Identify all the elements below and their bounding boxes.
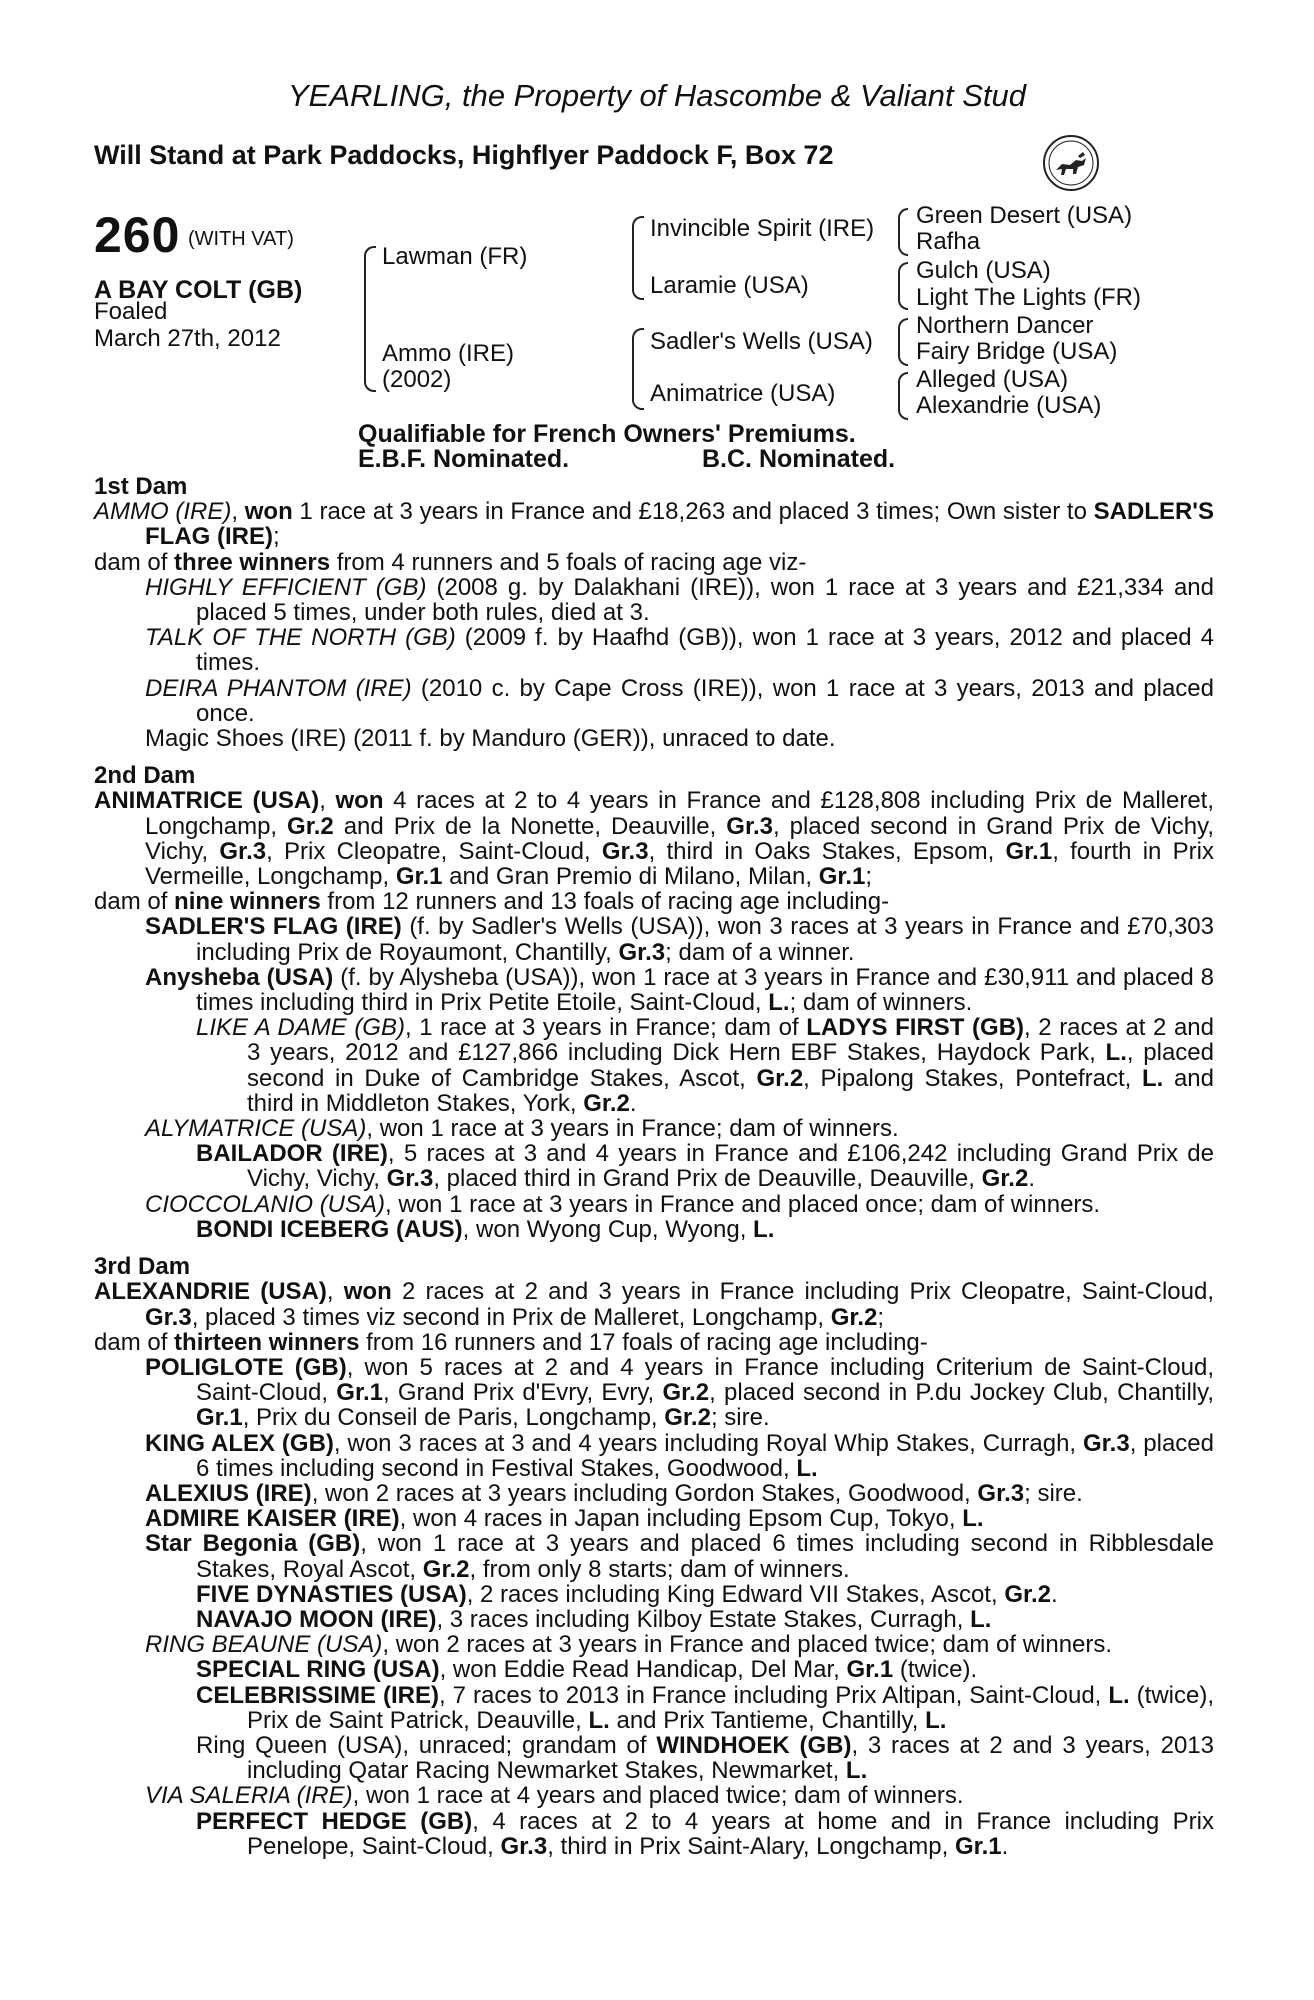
pedigree-entry [145, 1355, 1214, 1431]
bold-text: Gr.1 [336, 1379, 383, 1407]
bold-text: Gr.1 [846, 1656, 894, 1684]
pedigree-ds-dam: Fairy Bridge (USA) [916, 338, 1118, 365]
ebf-nominated: E.B.F. Nominated. [358, 445, 570, 473]
vat-note: (WITH VAT) [188, 228, 294, 250]
bold-text: ALEXANDRIE (USA) [94, 1278, 327, 1306]
entry-text: , from only 8 starts; dam of winners. [469, 1555, 850, 1583]
entry-text: , 3 races at 2 and 3 years, 2013 including Qatar Racing Newmarket Stakes, Newmarket, [247, 1731, 1215, 1785]
bold-text: L. [753, 1215, 775, 1243]
entry-text: and Prix de la Nonette, Deauville, [333, 812, 727, 840]
bold-text: L. [796, 1454, 818, 1482]
italic-text: TALK OF THE NORTH (GB) [145, 624, 456, 652]
entry-text: , placed 3 times viz second in Prix de Malleret, Longchamp, [191, 1303, 831, 1331]
entry-text: , won 5 races at 2 and 4 years in France including Criterium de Saint-Cloud, Saint-Cloud, [196, 1353, 1214, 1407]
bold-text: Star Begonia (GB) [145, 1530, 361, 1558]
pedigree-notes [94, 474, 1214, 1859]
entry-text: and third in Middleton Stakes, York, [247, 1064, 1214, 1117]
entry-text: Ring Queen (USA), unraced; grandam of [196, 1731, 657, 1759]
section-title: 1st Dam [94, 473, 188, 500]
entry-text: and Prix Tantieme, Chantilly, [609, 1706, 926, 1734]
bold-text: Gr.2 [287, 812, 334, 840]
pedigree-dd-dam: Alexandrie (USA) [916, 392, 1102, 419]
pedigree-dd-sire: Alleged (USA) [916, 366, 1069, 393]
entry-text: , won 1 race at 4 years and placed twice; dam of winners. [352, 1782, 964, 1810]
bold-text: Gr.3 [601, 837, 649, 865]
italic-text: ALYMATRICE (USA) [145, 1115, 367, 1143]
pedigree-entry [145, 726, 1214, 751]
pedigree-sire: Lawman (FR) [382, 243, 528, 270]
pedigree-entry [94, 1330, 1214, 1355]
bold-text: nine winners [174, 888, 321, 916]
entry-text: , placed second in P.du Jockey Club, Chantilly, [709, 1379, 1214, 1407]
pedigree-brace-ss [898, 208, 908, 256]
italic-text: DEIRA PHANTOM (IRE) [145, 674, 412, 702]
entry-text: . [629, 1089, 637, 1117]
bold-text: Gr.1 [395, 863, 443, 891]
entry-text: ; [865, 863, 873, 891]
pedigree-entry [196, 1733, 1214, 1783]
italic-text: LIKE A DAME (GB) [196, 1014, 405, 1042]
bold-text: FIVE DYNASTIES (USA) [196, 1580, 467, 1608]
pedigree-entry [94, 889, 1214, 914]
bold-text: Gr.1 [818, 863, 866, 891]
pedigree-entry [145, 965, 1214, 1015]
bold-text: POLIGLOTE (GB) [145, 1353, 347, 1381]
bold-text: Gr.3 [977, 1479, 1025, 1507]
bold-text: L. [1105, 1039, 1127, 1067]
french-premiums-note: Qualifiable for French Owners' Premiums. [358, 420, 856, 448]
entry-text: , Prix Cleopatre, Saint-Cloud, [266, 837, 602, 865]
entry-text: (f. by Alysheba (USA)), won 1 race at 3 years in France and £30,911 and placed 8 times including third in Prix Petite Etoile, Saint-Cloud, [196, 963, 1215, 1017]
entry-text: , won 1 race at 3 years in France; dam of winners. [366, 1115, 899, 1143]
bold-text: won [244, 498, 293, 526]
entry-text: , [326, 1278, 344, 1306]
pedigree-sd-sire: Gulch (USA) [916, 257, 1051, 284]
bold-text: Gr.3 [1083, 1429, 1130, 1457]
pedigree-entry [145, 1506, 1214, 1531]
pedigree-entry [196, 1809, 1214, 1859]
pedigree-entry [145, 676, 1214, 726]
entry-text: , won 4 races in Japan including Epsom Cup, Tokyo, [399, 1505, 963, 1533]
bold-text: BAILADOR (IRE) [196, 1140, 388, 1168]
bold-text: Gr.1 [954, 1832, 1002, 1860]
pedigree-entry [94, 788, 1214, 889]
entry-text: , 2 races including King Edward VII Stakes, Ascot, [466, 1580, 1005, 1608]
bold-text: ANIMATRICE (USA) [94, 787, 320, 815]
bold-text: ADMIRE KAISER (IRE) [145, 1505, 400, 1533]
bold-text: Gr.2 [422, 1555, 470, 1583]
pedigree-entry [94, 550, 1214, 575]
bold-text: thirteen winners [174, 1328, 360, 1356]
entry-text: . [1051, 1580, 1058, 1608]
entry-text: , 2 races at 2 and 3 years, 2012 and £127,866 including Dick Hern EBF Stakes, Haydock Park, [247, 1014, 1215, 1067]
italic-text: RING BEAUNE (USA) [145, 1631, 383, 1659]
entry-text: dam of [94, 1328, 175, 1356]
entry-text: (twice), Prix de Saint Patrick, Deauville, [247, 1681, 1215, 1734]
bold-text: ALEXIUS (IRE) [145, 1479, 312, 1507]
entry-text: (twice). [893, 1656, 978, 1684]
lot-number: 260 [94, 207, 181, 263]
pedigree-entry [196, 1683, 1214, 1733]
italic-text: AMMO (IRE) [94, 498, 232, 526]
pedigree-entry [145, 1431, 1214, 1481]
entry-text: ; sire. [1024, 1479, 1083, 1507]
bold-text: L. [588, 1706, 610, 1734]
entry-text: , 7 races to 2013 in France including Prix Altipan, Saint-Cloud, [439, 1681, 1109, 1709]
pedigree-sire-sire: Invincible Spirit (IRE) [650, 215, 875, 242]
entry-text: , Pipalong Stakes, Pontefract, [803, 1064, 1142, 1092]
bold-text: L. [768, 989, 790, 1017]
entry-text: , placed third in Grand Prix de Deauville, Deauville, [433, 1165, 982, 1193]
entry-text: , 5 races at 3 and 4 years in France and £106,242 including Grand Prix de Vichy, Vichy, [247, 1140, 1214, 1193]
bold-text: WINDHOEK (GB) [656, 1731, 852, 1759]
bold-text: Anysheba (USA) [145, 963, 334, 991]
pedigree-entry [196, 1607, 1214, 1632]
bold-text: Gr.2 [756, 1064, 804, 1092]
bold-text: won [343, 1278, 392, 1306]
pedigree-dam: Ammo (IRE) [382, 340, 514, 367]
pedigree-ds-sire: Northern Dancer [916, 312, 1094, 339]
entry-text: , won 2 races at 3 years including Gordon Stakes, Goodwood, [311, 1479, 978, 1507]
foaled-date: March 27th, 2012 [94, 325, 281, 352]
pedigree-dam-dam: Animatrice (USA) [650, 380, 836, 407]
bold-text: Gr.3 [145, 1303, 192, 1331]
pedigree-brace-dd [898, 372, 908, 420]
entry-text: 1 race at 3 years in France and £18,263 and placed 3 times; Own sister to [292, 498, 1094, 526]
entry-text: (2008 g. by Dalakhani (IRE)), won 1 race at 3 years and £21,334 and placed 5 times, under both rules, died at 3. [196, 573, 1215, 627]
bc-nominated: B.C. Nominated. [702, 445, 896, 473]
section-title: 2nd Dam [94, 762, 196, 790]
entry-text: , 3 races including Kilboy Estate Stakes, Curragh, [436, 1605, 971, 1633]
bold-text: L. [970, 1605, 992, 1633]
bobis-seal-icon [1042, 134, 1100, 192]
bold-text: Gr.3 [618, 938, 666, 966]
italic-text: VIA SALERIA (IRE) [145, 1782, 353, 1810]
foaled-label: Foaled [94, 298, 168, 325]
entry-text: from 4 runners and 5 foals of racing age viz- [330, 548, 807, 576]
entry-text: , [319, 787, 336, 815]
pedigree-brace-sd [898, 262, 908, 310]
entry-text: from 16 runners and 17 foals of racing age including- [359, 1328, 928, 1356]
entry-text: , [231, 498, 245, 526]
entry-text: , won Eddie Read Handicap, Del Mar, [439, 1656, 847, 1684]
bold-text: Gr.2 [1004, 1580, 1052, 1608]
bold-text: L. [1141, 1064, 1164, 1092]
pedigree-entry [145, 1116, 1214, 1141]
bold-text: L. [925, 1706, 947, 1734]
entry-text: 4 races at 2 to 4 years in France and £128,808 including Prix de Malleret, Longchamp, [145, 787, 1215, 840]
entry-text: , fourth in Prix Vermeille, Longchamp, [145, 837, 1214, 891]
pedigree-entry [145, 1481, 1214, 1506]
pedigree-brace-dam [632, 328, 644, 410]
entry-text: , third in Oaks Stakes, Epsom, [648, 837, 1006, 865]
pedigree-entry [145, 625, 1214, 675]
italic-text: CIOCCOLANIO (USA) [145, 1190, 386, 1218]
pedigree-entry [94, 499, 1214, 549]
bold-text: Gr.3 [219, 837, 267, 865]
entry-text: ; [272, 523, 280, 551]
bold-text: L. [1108, 1681, 1130, 1709]
entry-text: ; sire. [710, 1404, 770, 1432]
entry-text: (2009 f. by Haafhd (GB)), won 1 race at 3 years, 2012 and placed 4 times. [196, 624, 1215, 677]
bold-text: BONDI ICEBERG (AUS) [196, 1215, 463, 1243]
pedigree-dam-year: (2002) [382, 366, 452, 393]
bold-text: L. [962, 1505, 984, 1533]
entry-text: ; dam of a winner. [665, 938, 855, 966]
bold-text: Gr.2 [664, 1404, 711, 1432]
entry-text: , won 3 races at 3 and 4 years including Royal Whip Stakes, Curragh, [333, 1429, 1083, 1457]
pedigree-brace-sire [632, 216, 644, 300]
entry-text: , won Wyong Cup, Wyong, [462, 1215, 754, 1243]
entry-text: , placed second in Grand Prix de Vichy, Vichy, [145, 812, 1214, 865]
entry-text: , Prix du Conseil de Paris, Longchamp, [242, 1404, 665, 1432]
pedigree-ss-dam: Rafha [916, 228, 981, 255]
pedigree-entry [196, 1657, 1214, 1682]
lot-description: A BAY COLT (GB) [94, 276, 303, 304]
bold-text: Gr.1 [196, 1404, 243, 1432]
pedigree-entry [196, 1141, 1214, 1191]
entry-text: , placed 6 times including second in Festival Stakes, Goodwood, [196, 1429, 1215, 1482]
entry-text: . [1028, 1165, 1035, 1193]
bold-text: L. [845, 1757, 868, 1785]
bold-text: CELEBRISSIME (IRE) [196, 1681, 440, 1709]
bold-text: Gr.3 [386, 1165, 434, 1193]
pedigree-entry [145, 575, 1214, 625]
bold-text: Gr.1 [1005, 837, 1053, 865]
bold-text: NAVAJO MOON (IRE) [196, 1605, 437, 1633]
pedigree-entry [196, 1015, 1214, 1116]
entry-text: , won 1 race at 3 years in France and placed once; dam of winners. [385, 1190, 1101, 1218]
entry-text: , third in Prix Saint-Alary, Longchamp, [547, 1832, 955, 1860]
entry-text: (f. by Sadler's Wells (USA)), won 3 races at 3 years in France and £70,303 including Prix de Royaumont, Chantilly, [196, 913, 1214, 966]
pedigree-entry [196, 1582, 1214, 1607]
bold-text: Gr.3 [500, 1832, 548, 1860]
bold-text: three winners [174, 548, 331, 576]
entry-text: , Grand Prix d'Evry, Evry, [382, 1379, 663, 1407]
pedigree-entry [145, 1192, 1214, 1217]
pedigree-entry [145, 914, 1214, 964]
bold-text: SADLER'S FLAG (IRE) [145, 498, 1215, 551]
entry-text: , placed second in Duke of Cambridge Stakes, Ascot, [247, 1039, 1214, 1092]
pedigree-sd-dam: Light The Lights (FR) [916, 284, 1141, 311]
bold-text: LADYS FIRST (GB) [806, 1014, 1025, 1042]
pedigree-entry [145, 1632, 1214, 1657]
bold-text: SADLER'S FLAG (IRE) [145, 913, 402, 941]
bold-text: KING ALEX (GB) [145, 1429, 334, 1457]
entry-text: Magic Shoes (IRE) (2011 f. by Manduro (GER)), unraced to date. [145, 725, 836, 753]
bold-text: won [335, 787, 384, 815]
pedigree-entry [196, 1217, 1214, 1242]
entry-text: 2 races at 2 and 3 years in France including Prix Cleopatre, Saint-Cloud, [391, 1278, 1215, 1306]
pedigree-ss-sire: Green Desert (USA) [916, 202, 1133, 229]
page-title: YEARLING, the Property of Hascombe & Valiant Stud [287, 78, 1027, 113]
pedigree-dam-sire: Sadler's Wells (USA) [650, 328, 873, 355]
bold-text: PERFECT HEDGE (GB) [196, 1807, 473, 1835]
pedigree-entry [145, 1531, 1214, 1581]
pedigree-brace-ds [898, 318, 908, 366]
section-title: 3rd Dam [94, 1253, 191, 1281]
pedigree-entry [145, 1783, 1214, 1808]
bold-text: Gr.2 [830, 1303, 878, 1331]
entry-text: dam of [94, 548, 175, 576]
pedigree-brace-main [364, 246, 376, 392]
entry-text: and Gran Premio di Milano, Milan, [442, 863, 819, 891]
entry-text: ; dam of winners. [789, 989, 973, 1017]
pedigree-entry [94, 1279, 1214, 1329]
pedigree-sire-dam: Laramie (USA) [650, 272, 809, 299]
bold-text: SPECIAL RING (USA) [196, 1656, 440, 1684]
bold-text: Gr.2 [662, 1379, 710, 1407]
italic-text: HIGHLY EFFICIENT (GB) [145, 573, 427, 601]
entry-text: from 12 runners and 13 foals of racing age including- [320, 888, 890, 916]
stand-location: Will Stand at Park Paddocks, Highflyer Paddock F, Box 72 [94, 140, 834, 170]
entry-text: ; [877, 1303, 885, 1331]
bold-text: Gr.2 [583, 1089, 630, 1117]
entry-text: , won 2 races at 3 years in France and placed twice; dam of winners. [382, 1631, 1113, 1659]
entry-text: , 1 race at 3 years in France; dam of [404, 1014, 807, 1042]
entry-text: , 4 races at 2 to 4 years at home and in France including Prix Penelope, Saint-Cloud, [247, 1807, 1214, 1860]
bold-text: Gr.3 [726, 812, 773, 840]
entry-text: (2010 c. by Cape Cross (IRE)), won 1 race at 3 years, 2013 and placed once. [196, 674, 1214, 727]
entry-text: . [1001, 1832, 1009, 1860]
bold-text: Gr.2 [981, 1165, 1029, 1193]
entry-text: dam of [94, 888, 175, 916]
entry-text: , won 1 race at 3 years and placed 6 times including second in Ribblesdale Stakes, Royal Ascot, [196, 1530, 1214, 1583]
